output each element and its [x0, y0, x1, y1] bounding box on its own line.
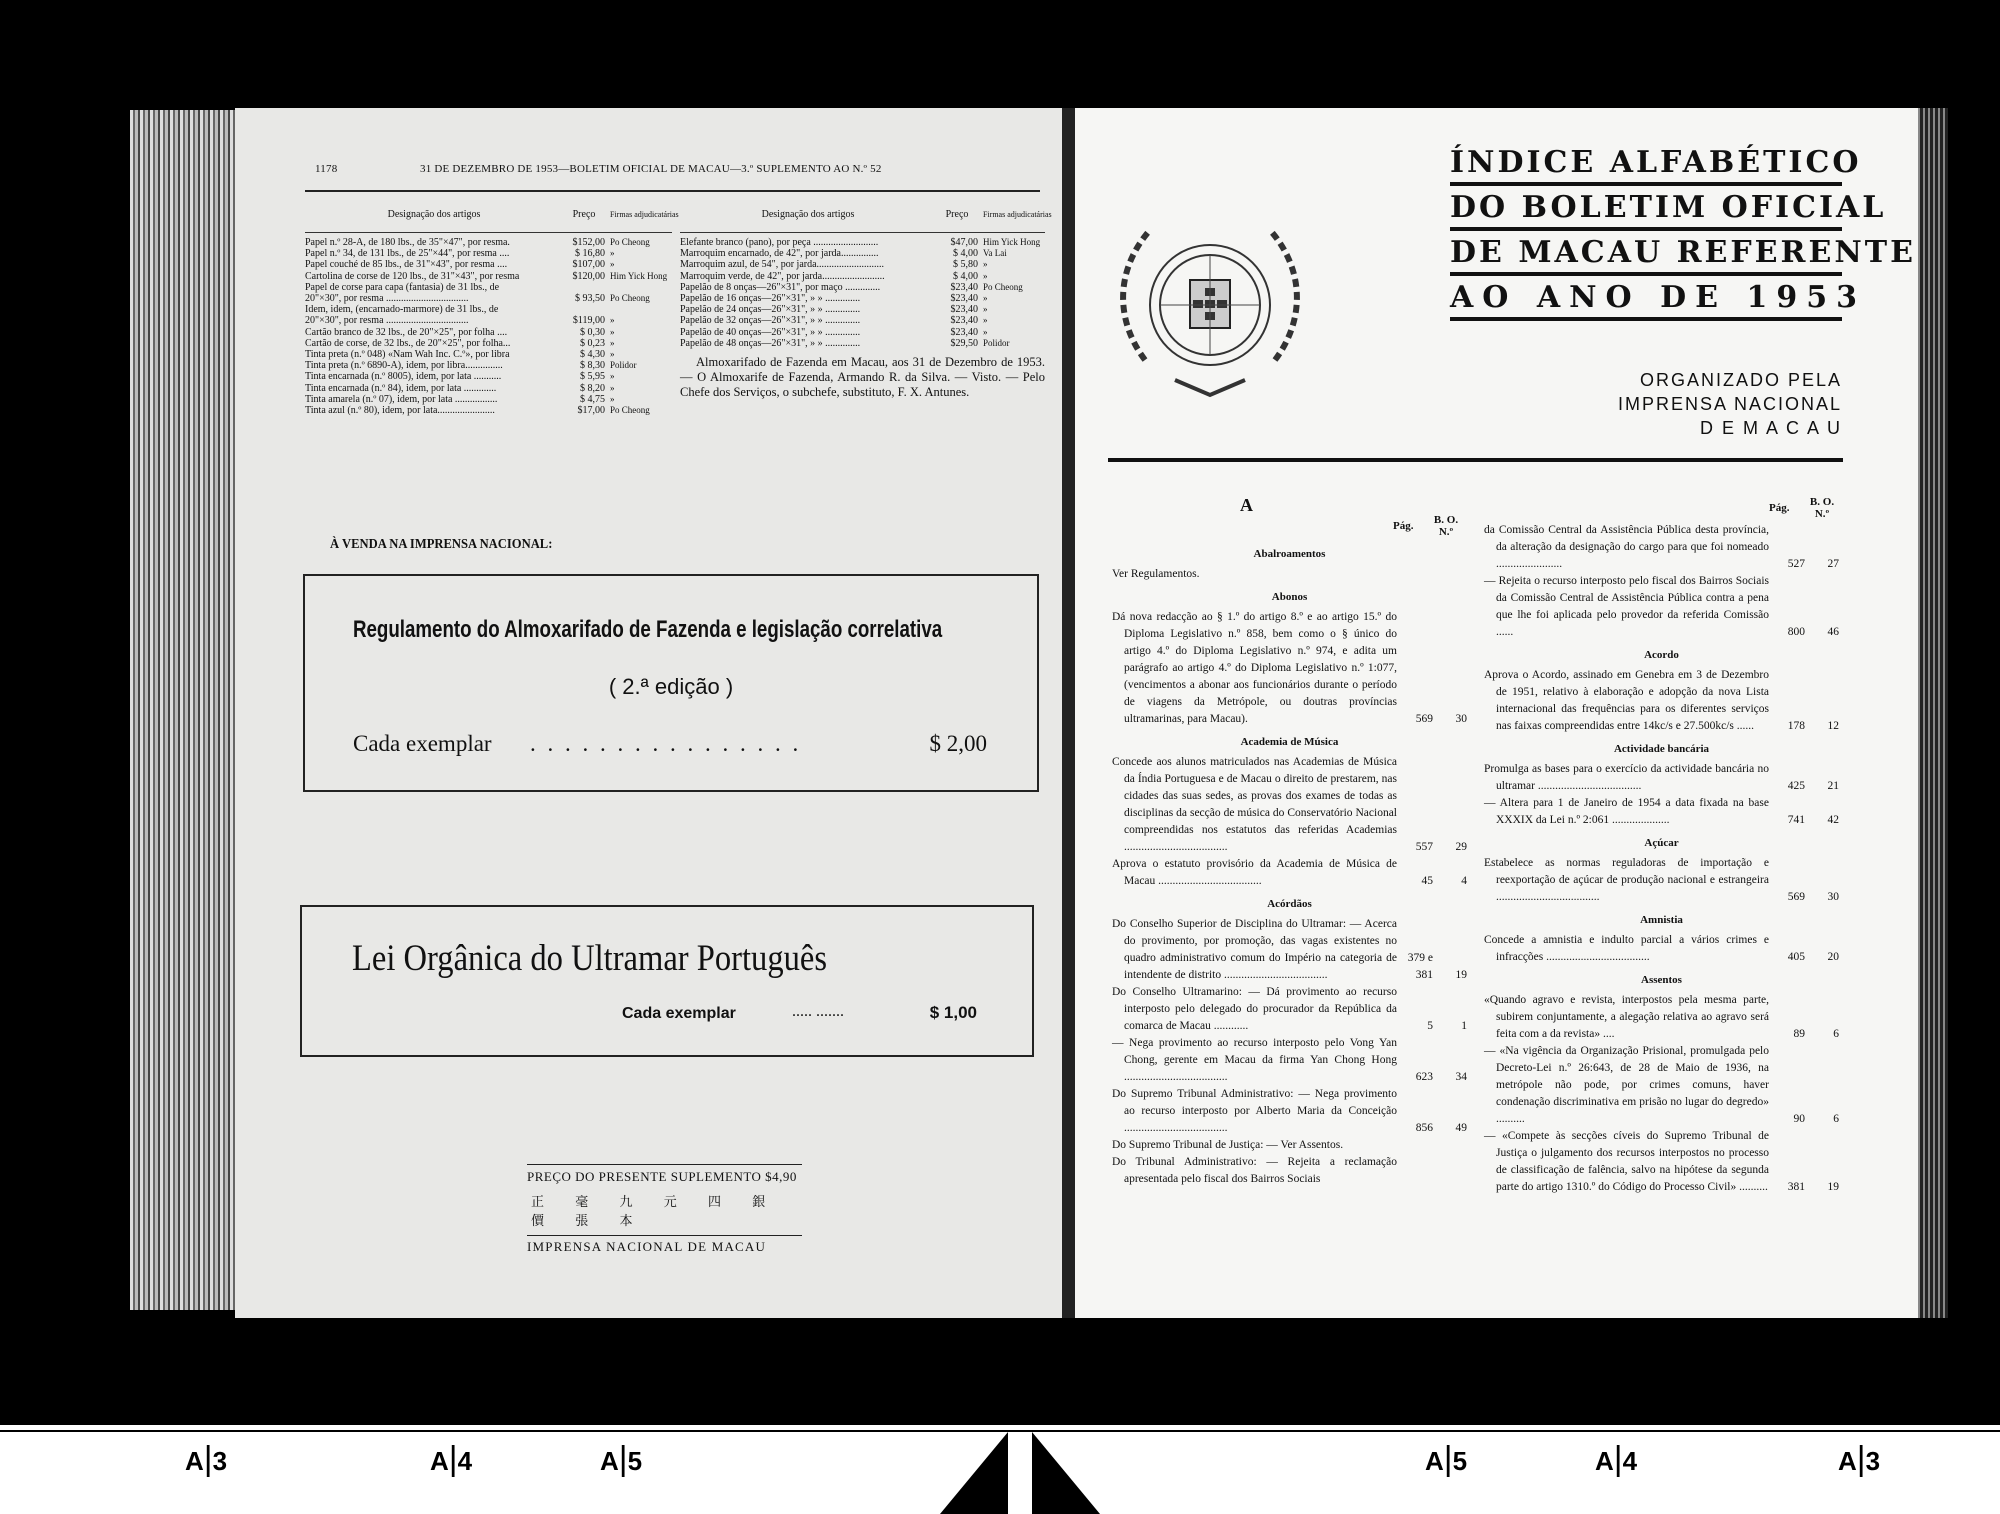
entry-bo-number: 6 [1833, 1028, 1839, 1040]
row-price: $ 93,50 [575, 293, 605, 305]
index-heading: Abalroamentos [1253, 548, 1326, 560]
entry-page: 379 e 381 [1407, 952, 1433, 981]
index-heading: Amnistia [1640, 914, 1683, 926]
col1-pag-header: Pág. [1393, 520, 1414, 532]
row-firm: Va Lai [983, 248, 1007, 259]
row-firm: Polidor [610, 360, 637, 371]
index-entry [1112, 1086, 1467, 1137]
row-price: $ 16,80 [575, 248, 605, 260]
row-designation: Papelão de 48 onças—26"×31", » » .............. [680, 337, 861, 349]
row-firm: » [610, 371, 615, 382]
row-firm: » [610, 326, 615, 337]
row-price: $ 4,30 [580, 349, 605, 361]
row-designation: Idem, idem, (encarnado-marmore) de 31 lbs., de [305, 304, 499, 316]
index-entry [1484, 795, 1839, 829]
supplies-table-left [305, 198, 679, 417]
table-row [305, 293, 672, 304]
row-price: $ 5,95 [580, 371, 605, 383]
col2-bo-header: B. O. N.º [1809, 496, 1835, 520]
row-firm: Po Cheong [610, 293, 650, 304]
ad-price: $ 2,00 [929, 731, 987, 756]
title-line-4: AO ANO DE 1953 [1450, 280, 1866, 315]
row-designation: Marroquim azul, de 54", por jarda........................... [680, 259, 885, 271]
index-entry [1484, 932, 1839, 966]
row-designation: Papelão de 24 onças—26"×31", » » .............. [680, 304, 861, 316]
entry-text: — Nega provimento ao recurso interposto pelo Vong Yan Chong, gerente em Macau da firma Yan Chong Hong .................................... [1112, 1037, 1397, 1083]
row-price: $29,50 [950, 337, 978, 349]
index-heading: Açúcar [1644, 837, 1679, 849]
section-letter: A [1240, 495, 1253, 515]
index-entry [1484, 1128, 1839, 1196]
entry-page: 5 [1427, 1020, 1433, 1032]
row-designation: Elefante branco (pano), por peça .......................... [680, 237, 879, 248]
table-row [680, 293, 1045, 304]
title-bar [1450, 182, 1842, 186]
row-firm: Po Cheong [983, 281, 1023, 292]
table-row [305, 338, 672, 349]
index-entry [1112, 566, 1467, 583]
title-line-2: DO BOLETIM OFICIAL [1450, 190, 1887, 225]
entry-text: — «Na vigência da Organização Prisional, promulgada pelo Decreto-Lei n.º 26:643, de 28 de Maio de 1936, na metrópole não pode, por crimes comuns, haver condenação discriminativa em prisão no lugar do degredo» .......... [1484, 1045, 1769, 1125]
index-column-2 [1484, 522, 1839, 1196]
imprint: IMPRENSA NACIONAL DE MACAU [527, 1239, 767, 1254]
row-firm [607, 304, 672, 315]
index-entry [1484, 992, 1839, 1043]
index-heading: Academia de Música [1240, 736, 1339, 748]
running-head: 31 DE DEZEMBRO DE 1953—BOLETIM OFICIAL DE MACAU—3.º SUPLEMENTO AO N.º 52 [420, 163, 882, 175]
entry-bo-number: 1 [1461, 1020, 1467, 1032]
book-gutter [1062, 108, 1076, 1318]
row-firm: Him Yick Hong [983, 237, 1041, 247]
row-price: $ 4,75 [580, 393, 605, 405]
entry-text: Do Conselho Ultramarino: — Dá provimento ao recurso interposto pelo delegado do procurador da República da comarca de Macau ............ [1112, 986, 1397, 1032]
table-row [305, 237, 672, 248]
ad-title: Regulamento do Almoxarifado de Fazenda e legislação correlativa [353, 616, 943, 643]
table-header [305, 198, 679, 233]
row-firm: » [983, 304, 988, 315]
row-designation: Tinta encarnada (n.º 84), idem, por lata ............. [305, 382, 497, 394]
table-row [305, 360, 672, 371]
row-price: $23,40 [950, 304, 978, 316]
table-row [680, 315, 1045, 326]
title-bar [1450, 317, 1842, 321]
row-designation: Papelão de 8 onças—26"×31", por maço .............. [680, 281, 881, 293]
index-entry [1484, 667, 1839, 735]
section-rule [1108, 458, 1843, 462]
index-entry [1112, 754, 1467, 856]
entry-page: 800 [1787, 626, 1805, 638]
corner-tick: | [1443, 1440, 1453, 1478]
row-firm: » [983, 259, 988, 270]
row-price: $107,00 [572, 259, 605, 271]
organized-line-3: D E M A C A U [1699, 418, 1842, 438]
entry-page: 178 [1787, 720, 1805, 732]
index-entry [1112, 609, 1467, 728]
entry-bo-number: 42 [1827, 814, 1839, 826]
entry-text: Do Supremo Tribunal de Justiça: — Ver Assentos. [1112, 1139, 1344, 1151]
ad-title: Lei Orgânica do Ultramar Português [352, 938, 828, 979]
ad-dots: ..... ....... [792, 1003, 844, 1020]
row-firm: » [610, 248, 615, 259]
row-firm: Po Cheong [610, 237, 650, 247]
entry-bo-number: 34 [1455, 1071, 1467, 1083]
entry-bo-number: 12 [1827, 720, 1839, 732]
book-page-edges [130, 110, 238, 1310]
corner-tick: | [1613, 1440, 1623, 1478]
table-row [305, 383, 672, 394]
row-designation: Cartão de corse, de 32 lbs., de 20"×25", por folha... [305, 337, 511, 349]
ad-label: Cada exemplar [353, 731, 492, 756]
row-firm: » [983, 326, 988, 337]
entry-page: 381 [1787, 1181, 1805, 1193]
table-row [305, 271, 672, 282]
table-row [680, 271, 1045, 282]
table-row [680, 327, 1045, 338]
row-firm: Him Yick Hong [610, 270, 668, 281]
title-line-1: ÍNDICE ALFABÉTICO [1450, 145, 1862, 180]
table-row [305, 259, 672, 270]
entry-bo-number: 46 [1827, 626, 1839, 638]
table-row [305, 248, 672, 259]
index-heading: Abonos [1271, 591, 1308, 603]
table-row [305, 371, 672, 382]
entry-text: da Comissão Central da Assistência Pública desta província, da alteração da designação do cargo para que foi nomeado ....................... [1484, 524, 1769, 570]
row-designation: Cartolina de corse de 120 lbs., de 31"×43", por resma [305, 270, 520, 282]
entry-text: Promulga as bases para o exercício da actividade bancária no ultramar .................................... [1484, 763, 1769, 792]
row-designation: Papelão de 32 onças—26"×31", » » .............. [680, 315, 861, 327]
index-column-1 [1112, 540, 1467, 1188]
col-designation: Designação dos artigos [761, 209, 855, 221]
footer-rule [527, 1235, 802, 1236]
price-line: PREÇO DO PRESENTE SUPLEMENTO $4,90 [527, 1169, 797, 1184]
corner-number: 4 [1622, 1446, 1638, 1476]
entry-text: — Altera para 1 de Janeiro de 1954 a data fixada na base XXXIX da Lei n.º 2:061 .................... [1484, 797, 1769, 826]
row-designation: Cartão branco de 32 lbs., de 20"×25", por folha .... [305, 326, 508, 338]
row-firm: » [610, 349, 615, 360]
corner-number: 4 [457, 1446, 473, 1476]
row-designation: Marroquim encarnado, de 42", por jarda............... [680, 248, 879, 260]
index-entry [1112, 1137, 1467, 1154]
supplies-table-right [680, 198, 1052, 400]
entry-bo-number: 30 [1827, 891, 1839, 903]
col1-bo-header: B. O. N.º [1433, 514, 1459, 538]
organized-by [1560, 370, 1842, 439]
entry-page: 856 [1415, 1122, 1433, 1134]
entry-page: 89 [1793, 1028, 1805, 1040]
entry-page: 569 [1787, 891, 1805, 903]
col-price: Preço [572, 209, 596, 221]
corner-mark-a3-right [1838, 1440, 1880, 1479]
row-price: $ 4,00 [953, 248, 978, 260]
corner-letter: A [1838, 1446, 1857, 1476]
row-price: $120,00 [572, 270, 605, 282]
row-designation: Marroquim verde, de 42", por jarda......................... [680, 270, 885, 282]
corner-number: 3 [212, 1446, 228, 1476]
row-price: $ 0,23 [580, 337, 605, 349]
table-row [305, 315, 672, 326]
row-price: $ 0,30 [580, 326, 605, 338]
row-price: $23,40 [950, 293, 978, 305]
entry-text: «Quando agravo e revista, interpostos pela mesma parte, subirem conjuntamente, a alegação relativa ao agravo será feita com a da revista» .... [1484, 994, 1769, 1040]
row-designation: Papel couché de 85 lbs., de 31"×43", por resma .... [305, 259, 508, 271]
row-designation: Tinta preta (n.º 048) «Nam Wah Inc. C.º», por libra [305, 349, 510, 361]
ad-price: $ 1,00 [929, 1003, 977, 1022]
row-designation: 20"×30", por resma ................................. [305, 315, 469, 327]
supplement-footer [527, 1164, 802, 1255]
entry-bo-number: 19 [1827, 1181, 1839, 1193]
entry-bo-number: 4 [1461, 875, 1467, 887]
entry-bo-number: 27 [1827, 558, 1839, 570]
table-row [305, 405, 672, 416]
entry-page: 45 [1421, 875, 1433, 887]
row-designation: Papel n.º 34, de 131 lbs., de 25"×44", por resma .... [305, 248, 510, 260]
corner-mark-a4-right [1595, 1440, 1637, 1479]
closing-signature: Almoxarifado de Fazenda em Macau, aos 31 de Dezembro de 1953. — O Almoxarife de Fazenda, Armando R. da Silva. — Visto. — Pelo Chefe dos Serviços, o subchefe, substituto, F. X. Antunes. [680, 355, 1045, 400]
corner-mark-a5-left [600, 1440, 642, 1479]
index-entry [1112, 984, 1467, 1035]
organized-line-1: ORGANIZADO PELA [1639, 370, 1842, 390]
corner-number: 3 [1865, 1446, 1881, 1476]
footer-rule [527, 1164, 802, 1165]
table-row [680, 338, 1045, 349]
corner-tick: | [448, 1440, 458, 1478]
ad-dots: . . . . . . . . . . . . . . . . [530, 731, 802, 756]
entry-text: Dá nova redacção ao § 1.º do artigo 8.º e ao artigo 15.º do Diploma Legislativo n.º 858, bem como o § único do artigo 4.º do Diploma Legislativo n.º 974, e adita um parágrafo ao artigo 4.º do Diploma Legislativo n.º 1:077, (vencimentos a abonar aos funcionários durante o período de viagens da Metrópole, ou doutras províncias ultramarinas, para Macau). [1112, 611, 1397, 725]
row-designation: 20"×30", por resma ................................. [305, 293, 469, 305]
row-firm: » [610, 393, 615, 404]
index-entry [1484, 855, 1839, 906]
corner-tick: | [203, 1440, 213, 1478]
index-heading: Acordo [1644, 649, 1679, 661]
row-firm: » [610, 259, 615, 270]
corner-letter: A [1595, 1446, 1614, 1476]
table-row [305, 349, 672, 360]
ad-label: Cada exemplar [622, 1005, 736, 1022]
ad-regulamento [303, 574, 1039, 792]
index-title-block [1450, 145, 1916, 325]
table-row [680, 248, 1045, 259]
corner-number: 5 [1452, 1446, 1468, 1476]
entry-page: 527 [1787, 558, 1805, 570]
corner-mark-a4-left [430, 1440, 472, 1479]
entry-bo-number: 19 [1455, 969, 1467, 981]
table-row [680, 282, 1045, 293]
row-designation: Papelão de 40 onças—26"×31", » » .............. [680, 326, 861, 338]
row-firm: » [610, 315, 615, 326]
col-price: Preço [945, 209, 969, 221]
corner-mark-a3-left [185, 1440, 227, 1479]
corner-letter: A [600, 1446, 619, 1476]
entry-page: 569 [1415, 713, 1433, 725]
row-designation: Tinta amarela (n.º 07), idem, por lata ................. [305, 393, 498, 405]
index-entry [1484, 522, 1839, 573]
row-price: $ 8,20 [580, 382, 605, 394]
entry-page: 623 [1415, 1071, 1433, 1083]
row-price: $ 4,00 [953, 270, 978, 282]
organized-line-2: IMPRENSA NACIONAL [1617, 394, 1842, 414]
index-heading: Acórdãos [1267, 898, 1312, 910]
row-price: $ 8,30 [580, 360, 605, 372]
index-entry [1112, 916, 1467, 984]
row-designation: Tinta preta (n.º 6890-A), idem, por libra............... [305, 360, 503, 372]
entry-text: Estabelece as normas reguladoras de importação e reexportação de açúcar de produção nacional e estrangeira .................................... [1484, 857, 1769, 903]
entry-text: Concede a amnistia e indulto parcial a vários crimes e infracções .................................... [1484, 934, 1769, 963]
col-firms: Firmas adjudicatárias [610, 210, 679, 220]
corner-letter: A [430, 1446, 449, 1476]
row-firm: » [983, 315, 988, 326]
entry-page: 405 [1787, 951, 1805, 963]
index-entry [1484, 1043, 1839, 1128]
row-price: $17,00 [577, 405, 605, 417]
entry-text: Do Supremo Tribunal Administrativo: — Nega provimento ao recurso interposto por Alberto Maria da Conceição .................................... [1112, 1088, 1397, 1134]
corner-number: 5 [627, 1446, 643, 1476]
row-price [563, 282, 607, 293]
header-rule [305, 190, 1040, 192]
entry-bo-number: 21 [1827, 780, 1839, 792]
corner-letter: A [1425, 1446, 1444, 1476]
ad-edition: ( 2.ª edição ) [608, 674, 734, 699]
col-firms: Firmas adjudicatárias [983, 210, 1052, 220]
coat-of-arms-emblem [1105, 200, 1315, 415]
corner-tick: | [1856, 1440, 1866, 1478]
title-line-3: DE MACAU REFERENTE [1450, 235, 1916, 270]
row-price: $47,00 [950, 237, 978, 248]
center-arrow-mark [940, 1432, 1100, 1514]
row-firm: » [610, 337, 615, 348]
corner-tick: | [618, 1440, 628, 1478]
right-page-edges [1918, 108, 1948, 1318]
entry-text: Do Conselho Superior de Disciplina do Ultramar: — Acerca do provimento, por promoção, das vagas existentes no quadro administrativo comum do Império na categoria de intendente de distrito .................................... [1112, 918, 1397, 981]
row-price: $119,00 [572, 315, 605, 327]
chinese-line: 正 毫 九 元 四 銀 價 張 本 [531, 1194, 780, 1228]
row-firm: » [983, 270, 988, 281]
row-price [563, 304, 607, 315]
table-row [305, 282, 672, 293]
row-firm: Po Cheong [610, 405, 650, 416]
corner-letter: A [185, 1446, 204, 1476]
index-entry [1112, 1035, 1467, 1086]
entry-bo-number: 49 [1455, 1122, 1467, 1134]
title-bar [1450, 272, 1842, 276]
row-price: $23,40 [950, 281, 978, 293]
row-firm: » [610, 382, 615, 393]
table-row [305, 304, 672, 315]
entry-bo-number: 6 [1833, 1113, 1839, 1125]
index-entry [1484, 761, 1839, 795]
row-price: $23,40 [950, 326, 978, 338]
row-designation: Tinta encarnada (n.º 8005), idem, por lata ........... [305, 371, 502, 383]
entry-text: — «Compete às secções cíveis do Supremo Tribunal de Justiça o julgamento dos recursos interpostos no processo de classificação de falência, salvo na hipótese da segunda parte do artigo 1310.º do Código do Processo Civil» .......... [1484, 1130, 1769, 1193]
entry-bo-number: 20 [1827, 951, 1839, 963]
row-designation: Papelão de 16 onças—26"×31", » » .............. [680, 293, 861, 305]
row-firm: » [983, 293, 988, 304]
index-entry [1112, 856, 1467, 890]
entry-page: 741 [1787, 814, 1805, 826]
table-row [680, 259, 1045, 270]
row-firm: Polidor [983, 337, 1010, 348]
entry-bo-number: 30 [1455, 713, 1467, 725]
entry-page: 557 [1415, 841, 1433, 853]
table-header [680, 198, 1052, 233]
table-row [305, 327, 672, 338]
entry-page: 425 [1787, 780, 1805, 792]
table-row [680, 304, 1045, 315]
col-designation: Designação dos artigos [387, 209, 481, 221]
entry-text: Concede aos alunos matriculados nas Academias de Música da Índia Portuguesa e de Macau o direito de prestarem, nas cidades das suas sedes, as provas dos exames de todas as disciplinas da secção de música do Conservatório Nacional compreendidas nos estatutos das referidas Academias .................................... [1112, 756, 1397, 853]
title-bar [1450, 227, 1842, 231]
index-entry [1112, 1154, 1467, 1188]
index-heading: Assentos [1641, 974, 1682, 986]
row-designation: Papel n.º 28-A, de 180 lbs., de 35"×47", por resma. [305, 237, 510, 248]
corner-mark-a5-right [1425, 1440, 1467, 1479]
ad-lei-organica [300, 905, 1034, 1057]
entry-text: Aprova o estatuto provisório da Academia de Música de Macau .................................... [1112, 858, 1397, 887]
entry-text: Aprova o Acordo, assinado em Genebra em 3 de Dezembro de 1951, relativo à elaboração e adopção da nova Lista internacional das frequências para os diferentes serviços nas faixas compreendidas entre 14kc/s e 27.500kc/s ...... [1484, 669, 1769, 732]
col2-pag-header: Pág. [1769, 502, 1790, 514]
row-designation: Papel de corse para capa (fantasia) de 31 lbs., de [305, 281, 500, 293]
row-designation: Tinta azul (n.º 80), idem, por lata....................... [305, 405, 495, 417]
row-price: $ 5,80 [953, 259, 978, 271]
table-row [305, 394, 672, 405]
entry-page: 90 [1793, 1113, 1805, 1125]
page-number: 1178 [315, 163, 338, 175]
entry-text: Do Tribunal Administrativo: — Rejeita a reclamação apresentada pelo fiscal dos Bairros Sociais [1112, 1156, 1397, 1185]
entry-bo-number: 29 [1455, 841, 1467, 853]
entry-text: — Rejeita o recurso interposto pelo fiscal dos Bairros Sociais da Comissão Central de Assistência Pública contra a pena que lhe foi aplicada pelo provedor da referida Comissão ...... [1484, 575, 1769, 638]
table-row [680, 237, 1045, 248]
row-price: $152,00 [572, 237, 605, 248]
row-price: $23,40 [950, 315, 978, 327]
index-heading: Actividade bancária [1613, 743, 1710, 755]
entry-text: Ver Regulamentos. [1112, 568, 1200, 580]
index-entry [1484, 573, 1839, 641]
venda-heading: À VENDA NA IMPRENSA NACIONAL: [330, 537, 553, 552]
row-firm [607, 282, 672, 293]
